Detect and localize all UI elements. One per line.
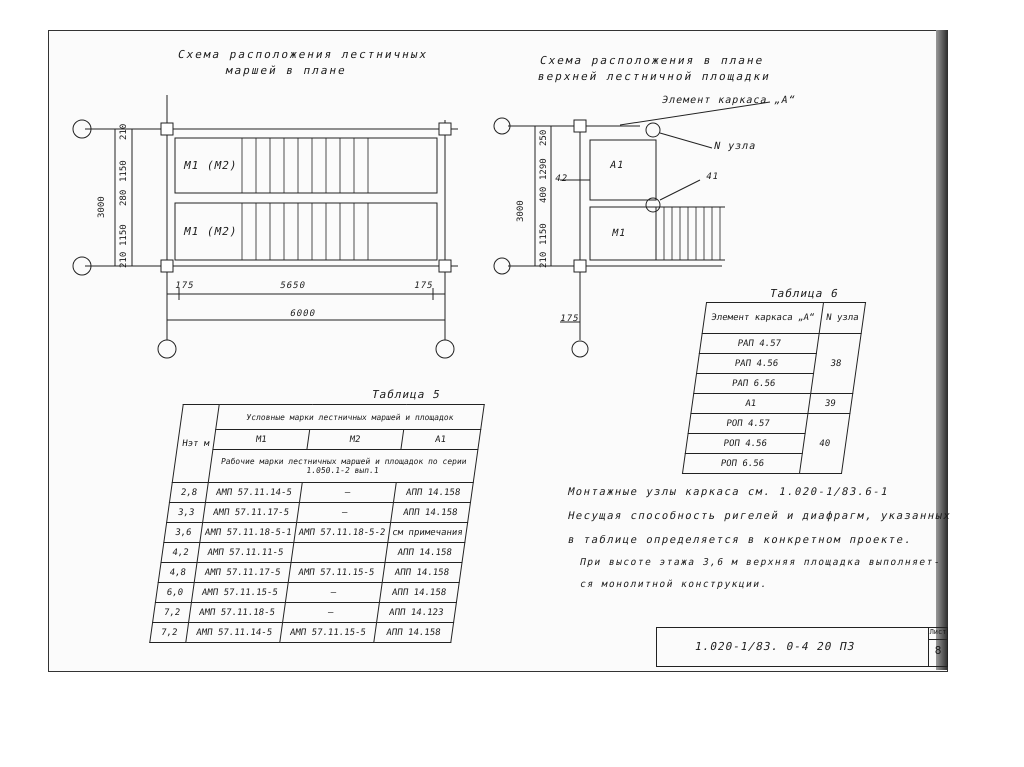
column (161, 260, 173, 272)
axis-bubble (572, 341, 588, 357)
table5-cell: 4,2 (161, 543, 200, 563)
table6 (682, 302, 866, 474)
dim-5650: 5650 (278, 281, 307, 291)
table6-cell: РАП 4.56 (697, 354, 817, 374)
table6-cell: 38 (811, 334, 861, 394)
table-row (167, 503, 471, 523)
table6-header-node: N узла (819, 303, 865, 334)
table6-cell: 39 (808, 394, 853, 414)
axis-bubble (436, 340, 454, 358)
table5-subheader: М2 (307, 430, 404, 450)
node-label: N узла (712, 141, 758, 152)
table6-header-element: Элемент каркаса „А“ (702, 303, 823, 334)
table5-cell: АМП 57.11.18-5-1 (200, 523, 297, 543)
table5-cell: — (285, 583, 382, 603)
note-line-1: Монтажные узлы каркаса см. 1.020-1/83.6-1 (566, 486, 890, 498)
table5-cell: — (296, 503, 393, 523)
right-plan-title-1: Схема расположения в плане (538, 54, 766, 67)
table5-cell: — (282, 603, 379, 623)
table5-cell: АМП 57.11.18-5-2 (294, 523, 391, 543)
dim-r-1150: 1150 (539, 223, 549, 245)
table5-cell: 7,2 (150, 623, 189, 643)
element-label: Элемент каркаса „А“ (660, 95, 797, 106)
note-line-2: Несущая способность ригелей и диафрагм, указанных (566, 510, 953, 522)
march-m1-label: М1 (610, 228, 628, 239)
table5-cell: АМП 57.11.15-5 (280, 623, 377, 643)
dim-1150-bottom: 1150 (119, 224, 129, 246)
table5-cell: 3,6 (164, 523, 203, 543)
label-41: 41 (704, 172, 720, 182)
dim-r-1290: 1290 (539, 158, 549, 180)
table-row (153, 603, 457, 623)
table5-cell: АПП 14.158 (382, 563, 462, 583)
dim-r-400: 400 (539, 186, 549, 203)
dim-210-top: 210 (119, 123, 129, 140)
document-code: 1.020-1/83. 0-4 20 ПЗ (693, 640, 857, 653)
table5-cell (291, 543, 388, 563)
dim-r-3000: 3000 (516, 200, 526, 222)
sheet-box (928, 627, 948, 667)
table5-subheader: М1 (213, 430, 310, 450)
table5-group-header: Условные марки лестничных маршей и площадок (216, 405, 484, 430)
table-row (161, 543, 465, 563)
table6-cell: РОП 6.56 (682, 454, 802, 474)
table5-cell: 7,2 (153, 603, 192, 623)
table5-cell: АПП 14.158 (373, 623, 453, 643)
right-plan-title-2: верхней лестничной площадки (536, 70, 773, 83)
table5-title: Таблица 5 (370, 388, 442, 401)
dim-175-left: 175 (173, 281, 196, 291)
table6-cell: РАП 6.56 (694, 374, 814, 394)
note-line-4: При высоте этажа 3,6 м верхняя площадка выполняет- (578, 557, 943, 568)
table5-cell: АМП 57.11.14-5 (186, 623, 283, 643)
table5-cell: 6,0 (155, 583, 194, 603)
table5-cell: см примечания (387, 523, 467, 543)
axis-bubble (158, 340, 176, 358)
table5-subheader: А1 (400, 430, 480, 450)
dim-r-250: 250 (539, 129, 549, 146)
table5-cell: АМП 57.11.18-5 (189, 603, 286, 623)
table5-cell: АПП 14.158 (379, 583, 459, 603)
column (161, 123, 173, 135)
axis-bubble (494, 258, 510, 274)
table5-cell: — (299, 483, 396, 503)
left-plan-title-2: маршей в плане (224, 64, 349, 77)
note-line-5: ся монолитной конструкции. (578, 579, 769, 590)
note-line-3: в таблице определяется в конкретном проекте. (566, 534, 914, 546)
table5-col0-header: Нэт м (172, 405, 219, 483)
table6-cell: РАП 4.57 (699, 334, 819, 354)
table5-series-header: Рабочие марки лестничных маршей и площадок по серии 1.050.1-2 вып.1 (208, 450, 477, 483)
table-row (164, 523, 468, 543)
column (574, 260, 586, 272)
table5-cell: АПП 14.158 (385, 543, 465, 563)
table5-cell: 4,8 (158, 563, 197, 583)
table5-cell: АМП 57.11.14-5 (206, 483, 303, 503)
column (439, 260, 451, 272)
table6-title: Таблица 6 (768, 287, 840, 300)
table5-cell: АПП 14.158 (393, 483, 473, 503)
table5-cell: АМП 57.11.17-5 (194, 563, 291, 583)
table6-cell: РОП 4.57 (688, 414, 808, 434)
dim-r-210: 210 (539, 251, 549, 268)
table5-cell: АМП 57.11.17-5 (203, 503, 300, 523)
dim-3000: 3000 (97, 196, 107, 218)
dim-280: 280 (119, 189, 129, 206)
table5-cell: АПП 14.123 (376, 603, 456, 623)
table5-cell: АМП 57.11.11-5 (197, 543, 294, 563)
table5-cell: АМП 57.11.15-5 (192, 583, 289, 603)
table6-cell: РОП 4.56 (685, 434, 805, 454)
dim-1150-top: 1150 (119, 160, 129, 182)
table-row (169, 483, 473, 503)
node-circle (646, 123, 660, 137)
column (574, 120, 586, 132)
left-stair-plan (73, 95, 458, 358)
march-bottom-label: М1 (М2) (182, 225, 239, 238)
dim-210-bottom: 210 (119, 251, 129, 268)
table5-cell: АПП 14.158 (390, 503, 470, 523)
table5 (149, 404, 485, 643)
dim-175-right: 175 (412, 281, 435, 291)
landing-a1-label: А1 (608, 160, 626, 171)
label-42: 42 (553, 174, 569, 184)
table-row (158, 563, 462, 583)
table-row (150, 623, 454, 643)
sheet-number: 8 (934, 644, 942, 657)
march-top-label: М1 (М2) (182, 159, 239, 172)
table5-cell: АМП 57.11.15-5 (288, 563, 385, 583)
table-row (155, 583, 459, 603)
sheet-label: Лист (929, 628, 947, 640)
dim-6000: 6000 (288, 309, 317, 319)
left-plan-title-1: Схема расположения лестничных (176, 48, 430, 61)
axis-bubble (494, 118, 510, 134)
title-block (656, 627, 929, 667)
dim-r-175: 175 (558, 314, 581, 324)
table5-cell: 3,3 (167, 503, 206, 523)
table6-cell: А1 (691, 394, 811, 414)
table6-cell: 40 (799, 414, 849, 474)
column (439, 123, 451, 135)
table5-cell: 2,8 (169, 483, 208, 503)
